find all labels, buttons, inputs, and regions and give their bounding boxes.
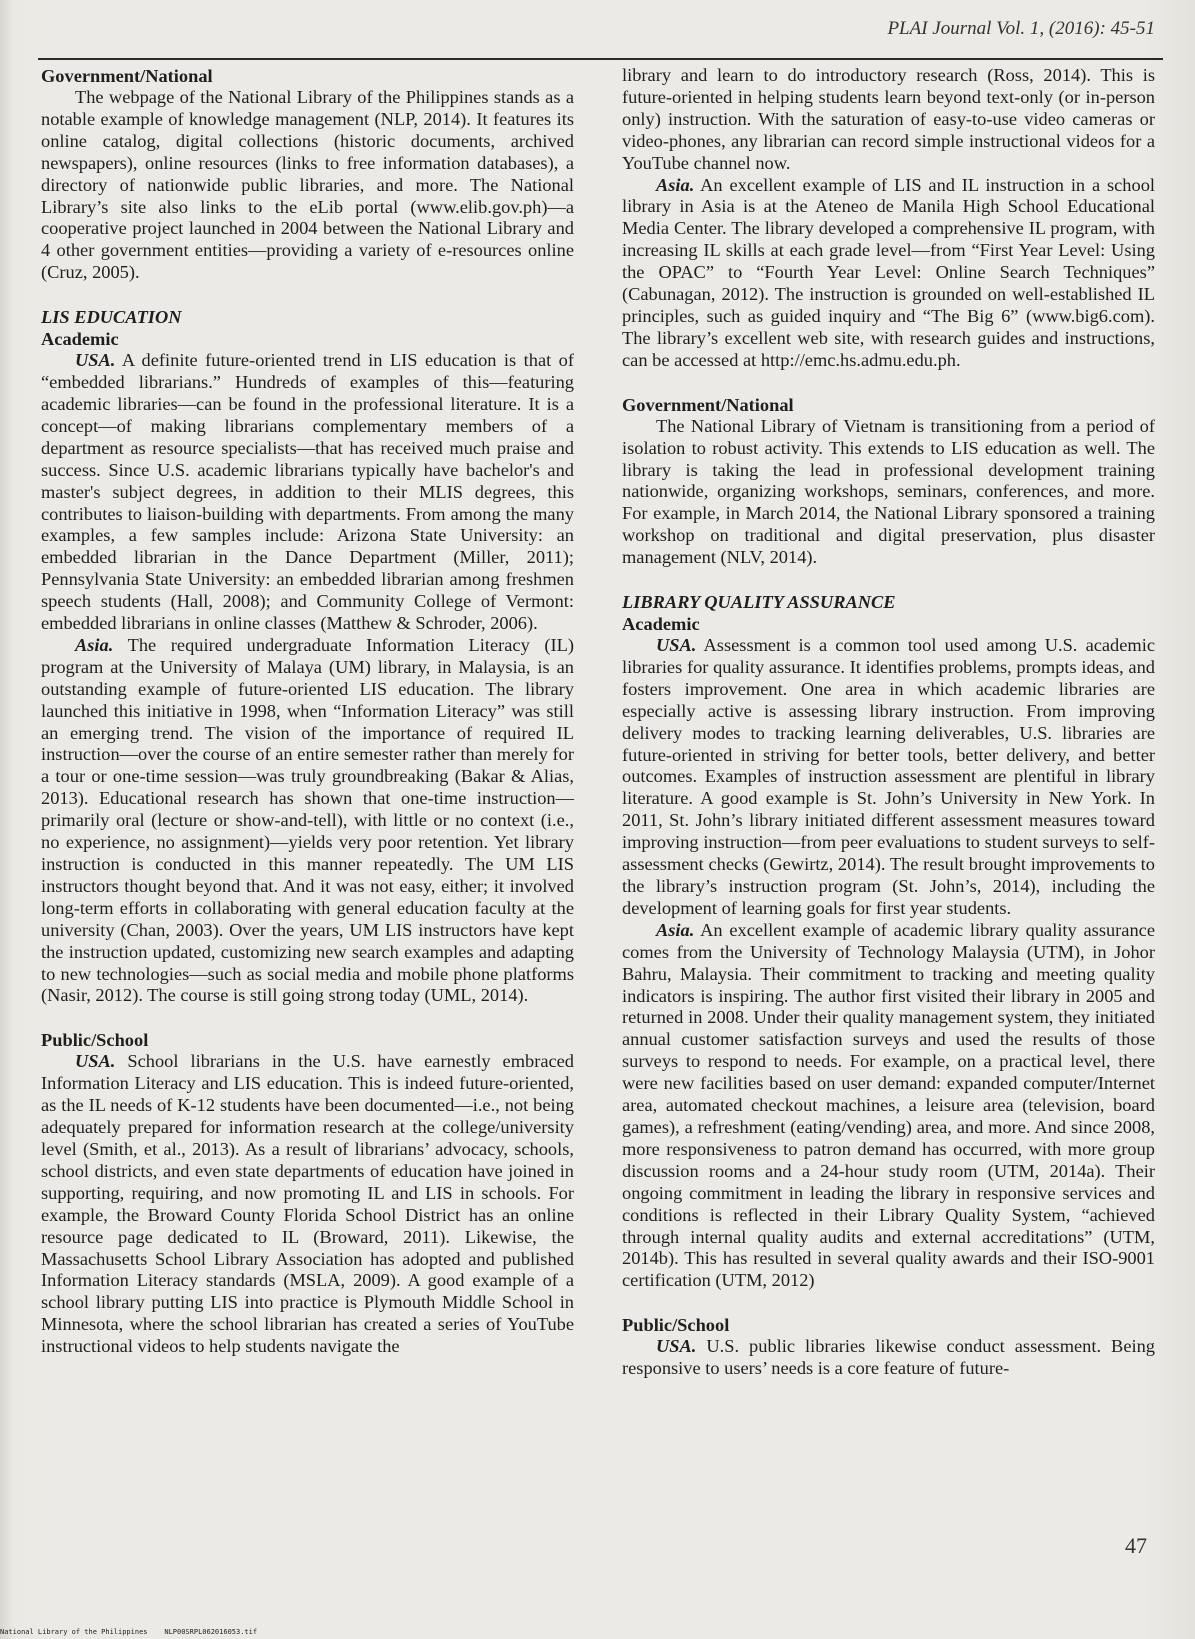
spacer [41,284,574,306]
paragraph-lead: USA. [75,1051,116,1072]
paragraph [41,350,574,635]
paragraph-text: U.S. public libraries likewise conduct assessment. Being responsive to users’ needs is a core feature of future- [622,1336,1155,1379]
header-rule [38,58,1163,60]
paragraph-lead: USA. [656,1336,697,1357]
scan-footer: National Library of the Philippines NLP00SRPL062016053.tif [0,1628,258,1636]
paragraph [622,175,1155,372]
paragraph-lead: Asia. [75,634,114,655]
paragraph-text: The required undergraduate Information Literacy (IL) program at the University of Malaya (UM) library, in Malaysia, is an outstanding example of future-oriented LIS education. The library launched this initiative in 1998, when “Information Literacy” was still an emerging trend. The vision of the importance of required IL instruction—over the course of an entire semester rather than merely for a tour or one-time session—was truly groundbreaking (Bakar & Alias, 2013). Educational research has shown that one-time instruction—primarily oral (lecture or show-and-tell), with little or no context (i.e., no experience, no assignment)—yields very poor retention. Yet library instruction is conducted in this manner repeatedly. The UM LIS instructors thought beyond that. And it was not easy, either; it involved long-term efforts in collaborating with general education faculty at the university (Chan, 2003). Over the years, UM LIS instructors have kept the instruction updated, customizing new search examples and adapting to new technologies—such as social media and mobile phone platforms (Nasir, 2012). The course is still going strong today (UML, 2014). [41,634,574,1006]
spacer [622,569,1155,591]
paragraph-lead: Asia. [656,174,695,195]
section-subheading: Academic [622,614,700,635]
paragraph [622,1336,1155,1380]
section-heading: LIBRARY QUALITY ASSURANCE [622,592,896,613]
paragraph-lead: Asia. [656,919,695,940]
right-column [622,65,1155,1380]
paragraph [41,635,574,1007]
spacer [622,1292,1155,1314]
spacer [41,1007,574,1029]
section-subheading: Academic [41,329,119,350]
paragraph-lead: USA. [75,350,116,371]
section-subheading: Public/School [622,1315,730,1336]
page-number: 47 [1125,1533,1147,1558]
paragraph [41,1051,574,1358]
paragraph: library and learn to do introductory research (Ross, 2014). This is future-oriented in helping students learn beyond text-only (or in-person only) instruction. With the saturation of easy-to-use video cameras or video-phones, any librarian can record simple instructional videos for a YouTube channel now. [622,65,1155,173]
paragraph-text: A definite future-oriented trend in LIS education is that of “embedded librarians.” Hundreds of examples of this—featuring academic libraries—can be found in the professional literature. It is a concept—of making librarians complementary members of a department as resource specialists—that has received much praise and success. Since U.S. academic librarians typically have bachelor's and master's subject degrees, in addition to their MLIS degrees, this contributes to liaison-building with departments. From among the many examples, a few samples include: Arizona State University: an embedded librarian in the Dance Department (Miller, 2011); Pennsylvania State University: an embedded librarian among freshmen speech students (Hall, 2008); and Community College of Vermont: embedded librarians in online classes (Matthew & Schroder, 2006). [41,350,574,634]
section-subheading: Government/National [622,394,794,415]
section-subheading: Public/School [41,1030,149,1051]
section-subheading: Government/National [41,66,213,86]
paragraph-text: School librarians in the U.S. have earnestly embraced Information Literacy and LIS education. This is indeed future-oriented, as the IL needs of K-12 students have been documented—i.e., not being adequately prepared for information research at the college/university level (Smith, et al., 2013). As a result of librarians’ advocacy, schools, school districts, and even state departments of education have joined in supporting, requiring, and now promoting IL and LIS in schools. For example, the Broward County Florida School District has an online resource page dedicated to IL (Broward, 2011). Likewise, the Massachusetts School Library Association has adopted and published Information Literacy standards (MSLA, 2009). A good example of a school library putting LIS into practice is Plymouth Middle School in Minnesota, where the school librarian has created a series of YouTube instructional videos to help students navigate the [41,1051,574,1357]
spacer [622,372,1155,394]
running-header: PLAI Journal Vol. 1, (2016): 45-51 [887,18,1155,39]
section-heading: LIS EDUCATION [41,307,182,328]
paragraph-lead: USA. [656,635,697,656]
paragraph-text: Assessment is a common tool used among U.S. academic libraries for quality assurance. It identifies problems, prompts ideas, and fosters improvement. One area in which academic libraries are especially active is assessing library instruction. From improving delivery modes to tracking learning deliverables, U.S. libraries are future-oriented in striving for better tools, better delivery, and better outcomes. Examples of instruction assessment are plentiful in library literature. A good example is St. John’s University in New York. In 2011, St. John’s library initiated different assessment measures toward improving instruction—from peer evaluations to student surveys to self-assessment checks (Gewirtz, 2014). The result brought improvements to the library’s instruction program (St. John’s, 2014), including the development of learning goals for first year students. [622,635,1155,918]
paragraph [622,635,1155,920]
paragraph: The webpage of the National Library of the Philippines stands as a notable example of knowledge management (NLP, 2014). It features its online catalog, digital collections (historic documents, archived newspapers), online resources (links to free information databases), a directory of nationwide public libraries, and more. The National Library’s site also links to the eLib portal (www.elib.gov.ph)—a cooperative project launched in 2004 between the National Library and 4 other government entities—providing a variety of e-resources online (Cruz, 2005). [41,87,574,283]
paragraph-text: An excellent example of LIS and IL instruction in a school library in Asia is at the Ateneo de Manila High School Educational Media Center. The library developed a comprehensive IL program, with increasing IL skills at each grade level—from “First Year Level: Using the OPAC” to “Fourth Year Level: Online Search Techniques” (Cabunagan, 2012). The instruction is grounded on well-established IL principles, such as guided inquiry and “The Big 6” (www.big6.com). The library’s excellent web site, with research guides and instructions, can be accessed at http://emc.hs.admu.edu.ph. [622,174,1155,370]
paragraph [622,920,1155,1292]
paragraph: The National Library of Vietnam is transitioning from a period of isolation to robust activity. This extends to LIS education as well. The library is taking the lead in professional development training nationwide, organizing workshops, seminars, conferences, and more. For example, in March 2014, the National Library sponsored a training workshop on traditional and digital preservation, plus disaster management (NLV, 2014). [622,415,1155,568]
paragraph-text: An excellent example of academic library quality assurance comes from the University of Technology Malaysia (UTM), in Johor Bahru, Malaysia. Their commitment to tracking and meeting quality indicators is inspiring. The author first visited their library in 2005 and returned in 2008. Under their quality management system, they initiated annual customer satisfaction surveys and used the results of those surveys to respond to needs. For example, on a practical level, there were new facilities based on user demand: expanded computer/Internet area, automated checkout machines, a leisure area (television, board games), a refreshment (eating/vending) area, and more. And since 2008, more responsiveness to patron demand has occurred, with more group discussion rooms and a 24-hour study room (UTM, 2014a). Their ongoing commitment in leading the library in responsive services and conditions is reflected in their Library Quality System, “achieved through internal quality audits and external accreditations” (UTM, 2014b). This has resulted in several quality awards and their ISO-9001 certification (UTM, 2012) [622,919,1155,1291]
left-column [41,65,574,1358]
